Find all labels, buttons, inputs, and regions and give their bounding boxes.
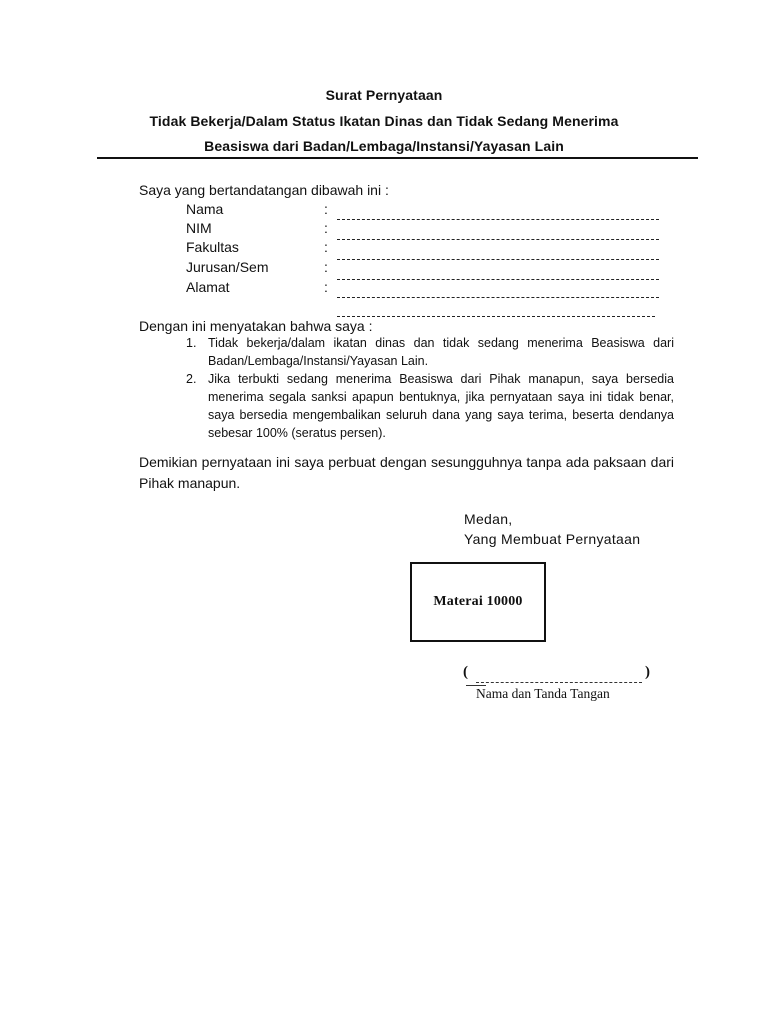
field-line-fakultas[interactable] (337, 259, 659, 260)
list-item (186, 334, 674, 370)
field-colon: : (324, 201, 328, 217)
field-colon: : (324, 279, 328, 295)
closing-paragraph: Demikian pernyataan ini saya perbuat dengan sesungguhnya tanpa ada paksaan dari Pihak manapun. (139, 454, 674, 491)
field-colon: : (324, 239, 328, 255)
field-line-jurusan[interactable] (337, 279, 659, 280)
field-line-alamat-2[interactable] (337, 316, 655, 317)
signature-paren-open: ( (463, 664, 468, 680)
list-item (186, 370, 674, 442)
field-line-nama[interactable] (337, 219, 659, 220)
field-colon: : (324, 220, 328, 236)
signature-city: Medan, (464, 511, 513, 527)
field-line-alamat-1[interactable] (337, 297, 659, 298)
field-label-alamat: Alamat (186, 279, 230, 295)
signature-caption: Nama dan Tanda Tangan (476, 686, 610, 701)
list-item-number: 2. (186, 372, 197, 386)
field-colon: : (324, 259, 328, 275)
intro-text: Saya yang bertandatangan dibawah ini : (139, 182, 389, 198)
field-label-nim: NIM (186, 220, 212, 236)
signature-maker-label: Yang Membuat Pernyataan (464, 531, 641, 547)
header-divider (97, 157, 698, 159)
signature-paren-close: ) (645, 664, 650, 680)
list-item-text: Tidak bekerja/dalam ikatan dinas dan tidak sedang menerima Beasiswa dari Badan/Lembaga/Instansi/Yayasan Lain. (208, 336, 674, 368)
revenue-stamp-label: Materai 10000 (433, 594, 523, 609)
revenue-stamp-box (410, 562, 546, 642)
statement-text: Dengan ini menyatakan bahwa saya : (139, 318, 373, 334)
field-label-fakultas: Fakultas (186, 239, 239, 255)
field-line-nim[interactable] (337, 239, 659, 240)
signature-name-line[interactable] (476, 682, 642, 683)
list-item-number: 1. (186, 336, 197, 350)
statement-list (186, 334, 674, 442)
document-subtitle-line-1: Tidak Bekerja/Dalam Status Ikatan Dinas dan Tidak Sedang Menerima (149, 113, 619, 129)
document-subtitle-line-2: Beasiswa dari Badan/Lembaga/Instansi/Yayasan Lain (204, 138, 564, 154)
document-title: Surat Pernyataan (325, 87, 443, 103)
field-label-nama: Nama (186, 201, 224, 217)
field-label-jurusan: Jurusan/Sem (186, 259, 269, 275)
list-item-text: Jika terbukti sedang menerima Beasiswa dari Pihak manapun, saya bersedia menerima segala sanksi apapun bentuknya, jika pernyataan saya ini tidak benar, saya bersedia mengembalikan seluruh dana yang saya terima, beserta dendanya sebesar 100% (seratus persen). (208, 372, 674, 440)
